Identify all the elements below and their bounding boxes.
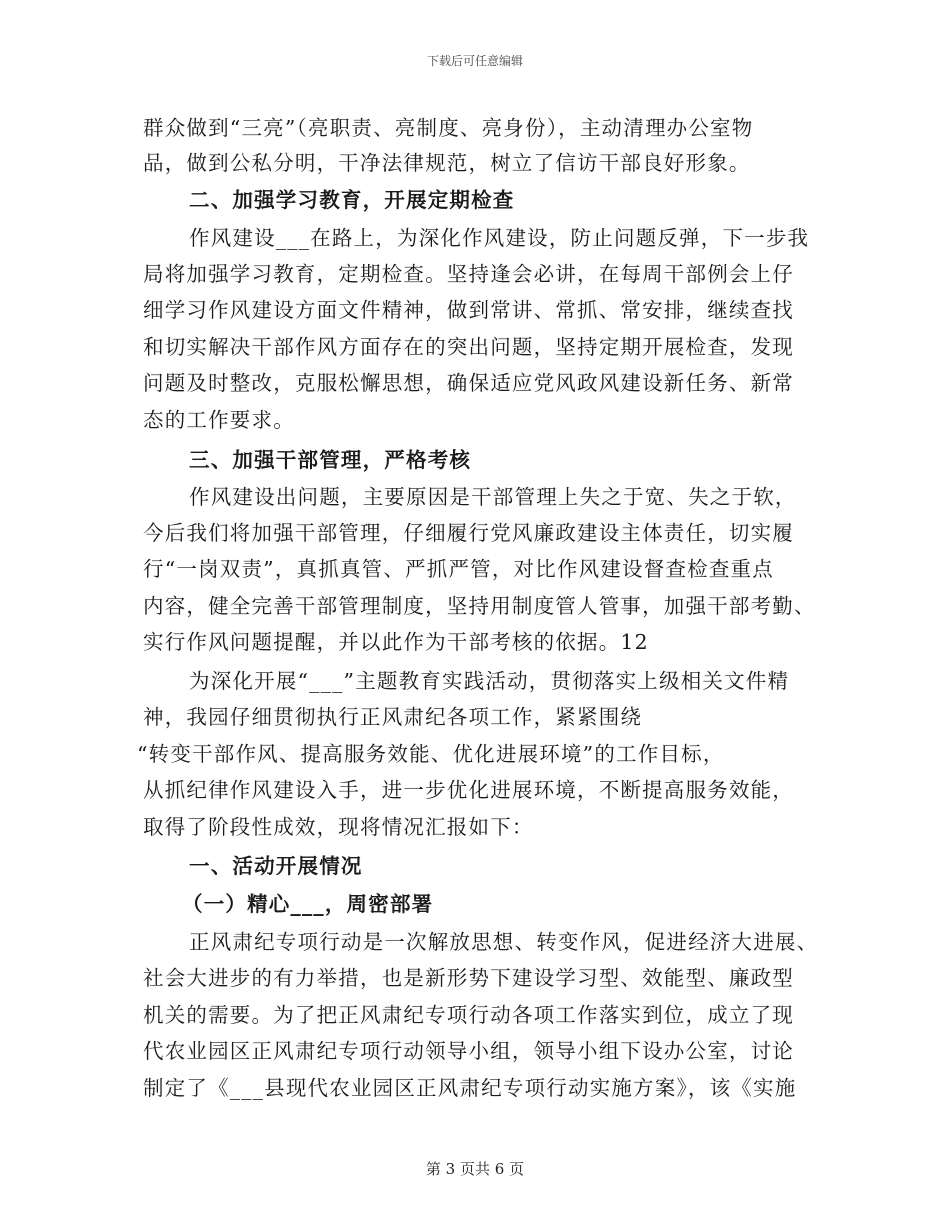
body-line: 和切实解决干部作风方面存在的突出问题，坚持定期开展检查，发现 [143,335,794,359]
body-line: 作风建设___在路上，为深化作风建设，防止问题反弹，下一步我 [189,226,810,250]
body-line: 社会大进步的有力举措，也是新形势下建设学习型、效能型、廉政型 [143,966,794,990]
body-line: “转变干部作风、提高服务效能、优化进展环境”的工作目标， [137,742,725,766]
body-line: 问题及时整改，克服松懈思想，确保适应党风政风建设新任务、新常 [143,371,794,395]
body-line: 局将加强学习教育，定期检查。坚持逢会必讲，在每周干部例会上仔 [143,262,794,286]
body-line: 群众做到“三亮”（亮职责、亮制度、亮身份），主动清理办公室物 [143,116,754,140]
body-line: 正风肃纪专项行动是一次解放思想、转变作风，促进经济大进展、 [189,930,819,954]
body-line: 品，做到公私分明，干净法律规范，树立了信访干部良好形象。 [143,151,751,175]
body-line: 细学习作风建设方面文件精神，做到常讲、常抓、常安排，继续查找 [143,298,794,322]
body-line: 神，我园仔细贯彻执行正风肃纪各项工作，紧紧围绕 [143,705,643,729]
page-header: 下载后可任意编辑 [426,54,523,68]
section-heading-2: 二、加强学习教育，开展定期检查 [189,188,515,212]
body-line: 内容，健全完善干部管理制度，坚持用制度管人管事，加强干部考勤、 [143,594,816,618]
body-line: 为深化开展“___”主题教育实践活动，贯彻落实上级相关文件精 [189,669,790,693]
body-line: 取得了阶段性成效，现将情况汇报如下： [143,815,534,839]
body-line: 今后我们将加强干部管理，仔细履行党风廉政建设主体责任，切实履 [143,521,794,545]
section-heading-1: 一、活动开展情况 [189,854,363,878]
subsection-heading: （一）精心___，周密部署 [182,892,434,916]
body-line: 从抓纪律作风建设入手，进一步优化进展环境，不断提高服务效能， [143,778,794,802]
section-heading-3: 三、加强干部管理，严格考核 [189,448,472,472]
page-number: 第 3 页共 6 页 [425,1160,525,1178]
body-line: 代农业园区正风肃纪专项行动领导小组，领导小组下设办公室，讨论 [143,1039,794,1063]
body-line: 实行作风问题提醒，并以此作为干部考核的依据。12 [143,630,649,654]
body-line: 作风建设出问题，主要原因是干部管理上失之于宽、失之于软， [189,485,797,509]
body-line: 态的工作要求。 [143,408,295,432]
body-line: 机关的需要。为了把正风肃纪专项行动各项工作落实到位，成立了现 [143,1003,794,1027]
body-line: 行“一岗双责”，真抓真管、严抓严管，对比作风建设督查检查重点 [143,557,774,581]
body-line: 制定了《___县现代农业园区正风肃纪专项行动实施方案》，该《实施 [143,1076,797,1100]
